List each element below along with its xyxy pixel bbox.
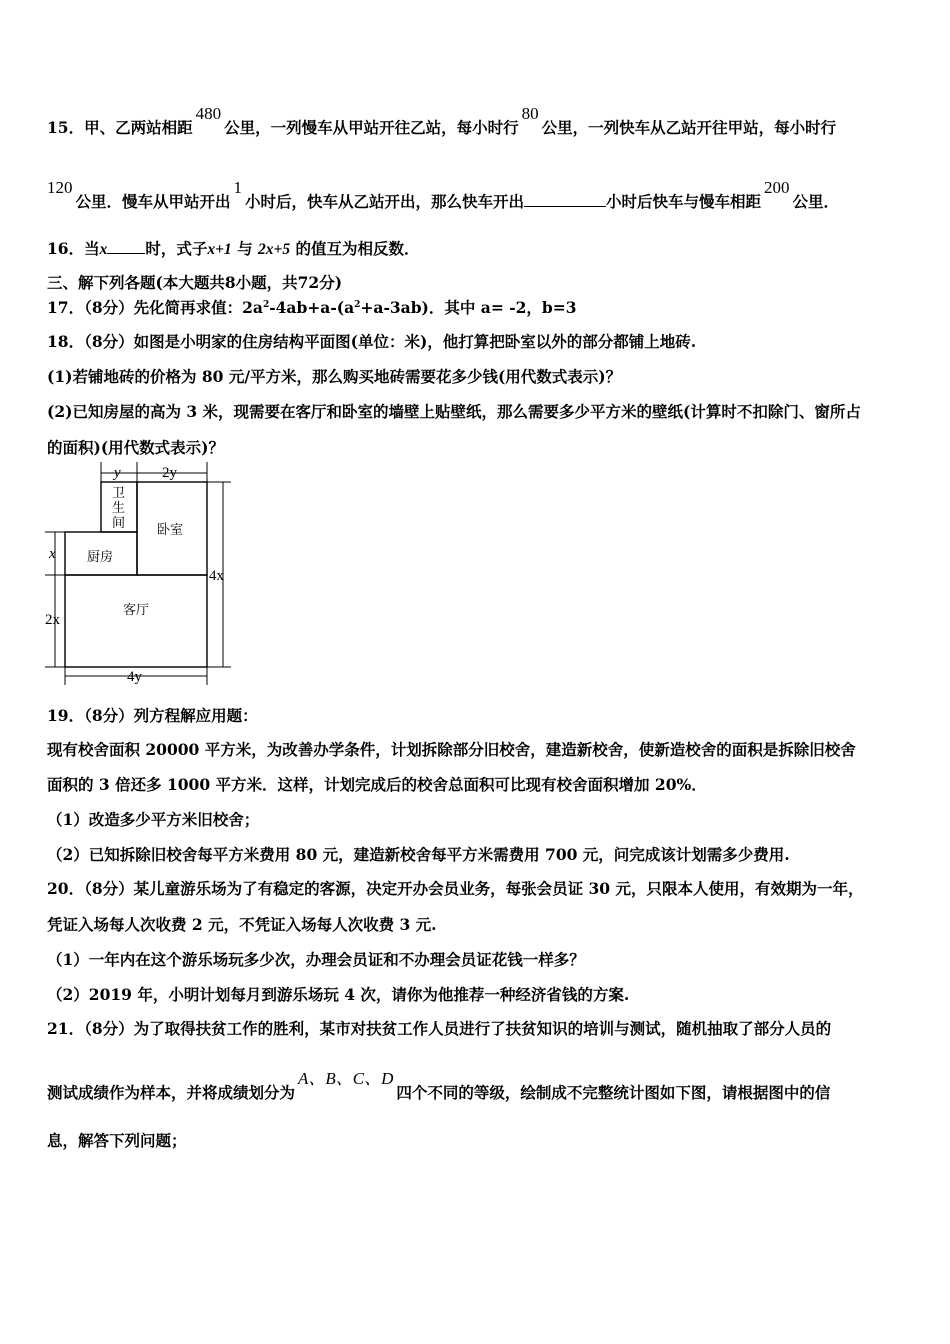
q19-line4: （1）改造多少平方米旧校舍； (47, 810, 260, 829)
q15-fast-speed: 120 (47, 178, 73, 197)
label-bath-1: 卫 (112, 486, 126, 501)
label-bath-2: 生 (112, 501, 126, 516)
q20-line4: （2）2019 年，小明计划每月到游乐场玩 4 次，请你为他推荐一种经济省钱的方案. (47, 985, 630, 1004)
label-right-4x: 4x (209, 568, 224, 584)
q21-line2: 测试成绩作为样本，并将成绩划分为A、B、C、D四个不同的等级，绘制成不完整统计图如下图，请根据图中的信 (47, 1069, 831, 1102)
floor-plan-diagram (43, 460, 243, 692)
q15-answer-blank (524, 192, 606, 207)
q15-distance: 480 (195, 104, 222, 123)
q18-line2: (1)若铺地砖的价格为 80 元/平方米，那么购买地砖需要花多少钱(用代数式表示)？ (47, 367, 622, 386)
q15-line2: 120公里．慢车从甲站开出1小时后，快车从乙站开出，那么快车开出 小时后快车与慢车相距200公里． (47, 178, 840, 211)
label-living-room: 客厅 (123, 603, 150, 618)
q17: 17．（8分）先化简再求值：$2a^2-4ab+a-(a^2+a-3ab)$．其中 a= -2，b=3 (47, 298, 577, 317)
q15-hours: 1 (233, 178, 243, 197)
q21-line3: 息，解答下列问题； (47, 1131, 187, 1150)
q20-line2: 凭证入场每人次收费 2 元，不凭证入场每人次收费 3 元. (47, 915, 437, 934)
q19-line5: （2）已知拆除旧校舍每平方米费用 80 元，建造新校舍每平方米需费用 700 元，问完成该计划需多少费用. (47, 845, 790, 864)
q19-line2: 现有校舍面积 20000 平方米，为改善办学条件，计划拆除部分旧校舍，建造新校舍，使新造校舍的面积是拆除旧校舍 (47, 740, 856, 759)
label-left-2x: 2x (45, 612, 60, 628)
q18-line3: (2)已知房屋的高为 3 米，现需要在客厅和卧室的墙壁上贴壁纸，那么需要多少平方米的壁纸(计算时不扣除门、窗所占 (47, 402, 861, 421)
label-bedroom: 卧室 (157, 523, 184, 538)
label-left-x: x (49, 546, 56, 562)
q20-line3: （1）一年内在这个游乐场玩多少次，办理会员证和不办理会员证花钱一样多？ (47, 950, 585, 969)
q15-slow-speed: 80 (521, 104, 539, 123)
label-kitchen: 厨房 (87, 550, 114, 565)
section-3-heading: 三、解下列各题(本大题共8小题，共72分) (47, 273, 343, 292)
label-top-2y: 2y (162, 465, 177, 481)
label-bath-3: 间 (112, 516, 126, 531)
living-room (65, 575, 207, 667)
q20-line1: 20．（8分）某儿童游乐场为了有稳定的客源，决定开办会员业务，每张会员证 30 元，只限本人使用，有效期为一年， (47, 879, 864, 898)
q16-answer-blank (107, 239, 145, 254)
q19-line3: 面积的 3 倍还多 1000 平方米．这样，计划完成后的校舍总面积可比现有校舍面积增加 20%． (47, 775, 707, 794)
q19-line1: 19．（8分）列方程解应用题： (47, 706, 258, 725)
q18-line4: 的面积)(用代数式表示)？ (47, 438, 225, 457)
q15-line1: 15．甲、乙两站相距480公里，一列慢车从甲站开往乙站，每小时行80公里，一列快车从乙站开往甲站，每小时行 (47, 104, 837, 137)
q21-grades: A、B、C、D (298, 1069, 394, 1088)
q18-line1: 18．（8分）如图是小明家的住房结构平面图(单位：米)，他打算把卧室以外的部分都铺上地砖. (47, 332, 697, 351)
label-bottom-4y: 4y (127, 669, 142, 685)
label-top-y: y (114, 465, 121, 481)
q15-gap: 200 (764, 178, 790, 197)
q21-line1: 21．（8分）为了取得扶贫工作的胜利，某市对扶贫工作人员进行了扶贫知识的培训与测试，随机抽取了部分人员的 (47, 1019, 832, 1038)
q16: 16．当x 时，式子x+1 与 2x+5 的值互为相反数． (47, 239, 420, 258)
